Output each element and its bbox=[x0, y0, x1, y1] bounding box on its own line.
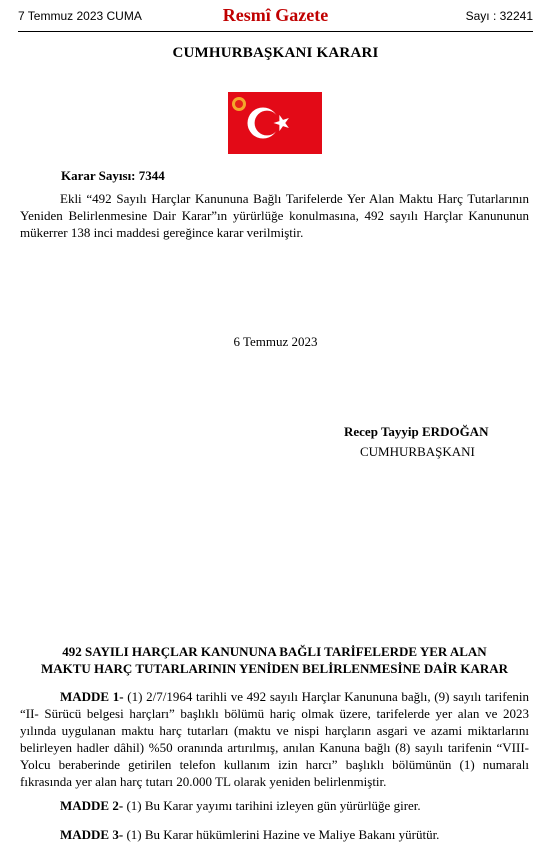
annex-title-line-2: MAKTU HARÇ TUTARLARININ YENİDEN BELİRLENMESİNE DAİR KARAR bbox=[40, 661, 509, 676]
annex-title-line-1: 492 SAYILI HARÇLAR KANUNUNA BAĞLI TARİFELERDE YER ALAN bbox=[62, 644, 487, 659]
decree-heading: CUMHURBAŞKANI KARARI bbox=[172, 45, 379, 61]
gazette-issue-number: Sayı : 32241 bbox=[465, 9, 533, 23]
gazette-title: Resmî Gazete bbox=[222, 5, 329, 25]
article-label: MADDE 3- bbox=[60, 827, 124, 842]
article-2 bbox=[20, 797, 529, 814]
article-text: (1) Bu Karar hükümlerini Hazine ve Maliye Bakanı yürütür. bbox=[123, 827, 440, 842]
decree-number: Karar Sayısı: 7344 bbox=[61, 168, 165, 183]
article-label: MADDE 1- bbox=[60, 689, 124, 704]
decree-date: 6 Temmuz 2023 bbox=[233, 334, 318, 349]
article-text: (1) Bu Karar yayımı tarihini izleyen gün yürürlüğe girer. bbox=[123, 798, 421, 813]
signer-name: Recep Tayyip ERDOĞAN bbox=[344, 424, 489, 439]
decree-body: Ekli “492 Sayılı Harçlar Kanununa Bağlı Tarifelerde Yer Alan Maktu Harç Tutarlarının Yeniden Belirlenmesine Dair Karar”ın yürürlüğe konulmasına, 492 sayılı Harçlar Kanununun mükerrer 138 inci maddesi gereğince karar verilmiştir. bbox=[20, 191, 529, 240]
header-divider bbox=[18, 31, 533, 32]
article-text: (1) 2/7/1964 tarihli ve 492 sayılı Harçlar Kanununa bağlı, (9) sayılı tarifenin “II- Sürücü belgesi harçları” başlıklı bölümü hariç olmak üzere, tarifelerde yer alan ve 2023 yılında uygulanan maktu harç tutarları (maktu ve nispi harçların asgari ve azami miktarlarını belirleyen hadler dâhil) %50 oranında artırılmış, anılan Kanuna bağlı (8) sayılı tarifenin “VIII-Yolcu beraberinde getirilen telefon kullanım izin harcı” başlıklı bölümünün (1) numaralı fıkrasında yer alan harç tutarı 20.000 TL olarak yeniden belirlenmiştir. bbox=[20, 689, 530, 789]
article-1 bbox=[20, 688, 529, 790]
signer-title: CUMHURBAŞKANI bbox=[360, 444, 475, 459]
annex-title bbox=[20, 643, 529, 677]
gazette-date: 7 Temmuz 2023 CUMA bbox=[18, 9, 142, 23]
article-3 bbox=[20, 826, 529, 843]
article-label: MADDE 2- bbox=[60, 798, 124, 813]
turkish-flag-icon bbox=[228, 92, 322, 154]
seal-icon bbox=[232, 97, 246, 111]
